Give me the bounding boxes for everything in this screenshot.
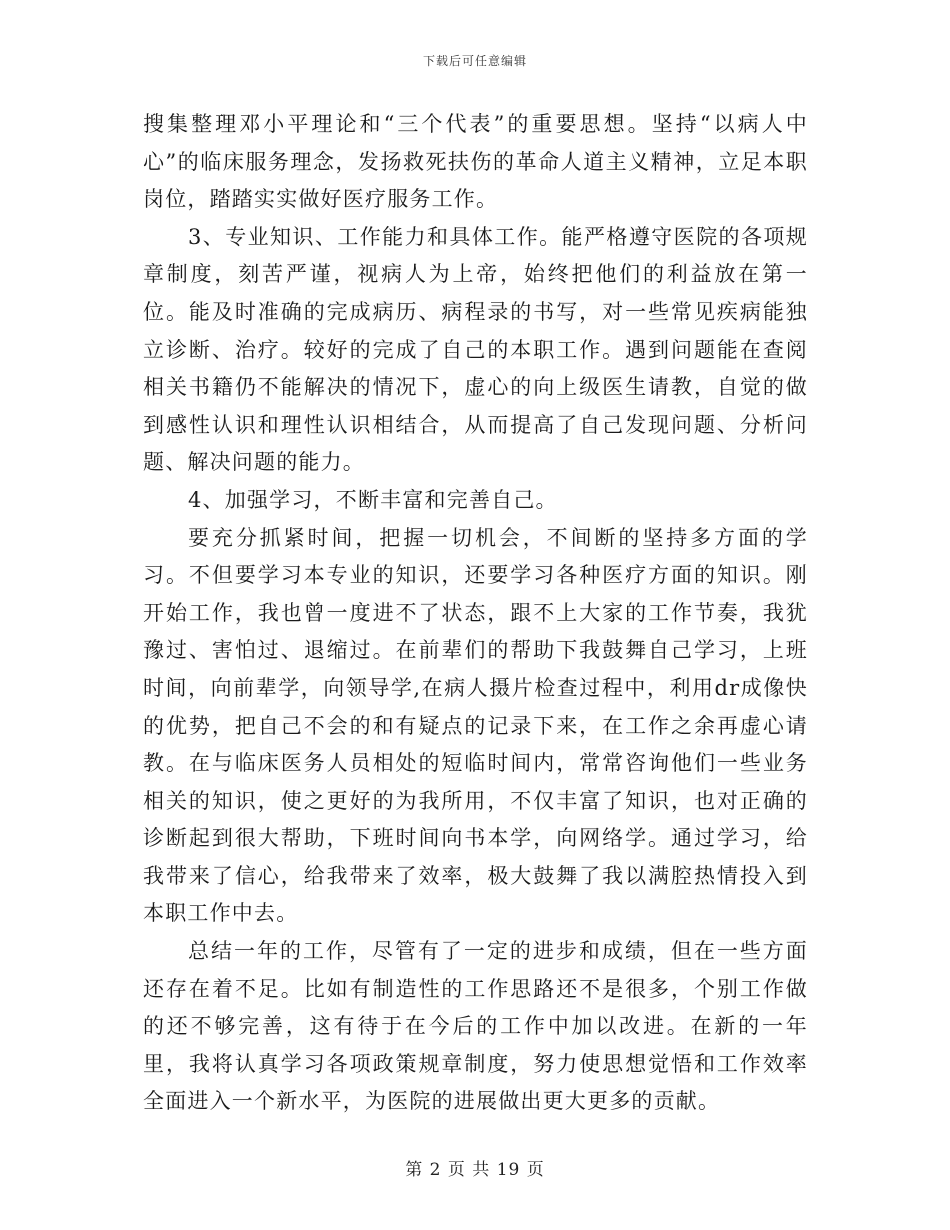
paragraph-section-4-heading: 4、加强学习，不断丰富和完善自己。 bbox=[188, 487, 558, 512]
page-number: 第 2 页 共 19 页 bbox=[405, 1160, 545, 1180]
document-body bbox=[143, 106, 808, 1121]
page-header: 下载后可任意编辑 bbox=[422, 54, 527, 68]
paragraph-section-3: 3、专业知识、工作能力和具体工作。能严格遵守医院的各项规章制度，刻苦严谨，视病人为上帝，始终把他们的利益放在第一位。能及时准确的完成病历、病程录的书写，对一些常见疾病能独立诊断、治疗。较好的完成了自己的本职工作。遇到问题能在查阅相关书籍仍不能解决的情况下，虚心的向上级医生请教，自觉的做到感性认识和理性认识相结合，从而提高了自己发现问题、分析问题、解决问题的能力。 bbox=[143, 224, 808, 475]
paragraph-learning: 要充分抓紧时间，把握一切机会，不间断的坚持多方面的学习。不但要学习本专业的知识，还要学习各种医疗方面的知识。刚开始工作，我也曾一度进不了状态，跟不上大家的工作节奏，我犹豫过、害怕过、退缩过。在前辈们的帮助下我鼓舞自己学习，上班时间，向前辈学，向领导学,在病人摄片检查过程中，利用dr成像快的优势，把自己不会的和有疑点的记录下来，在工作之余再虚心请教。在与临床医务人员相处的短临时间内，常常咨询他们一些业务相关的知识，使之更好的为我所用，不仅丰富了知识，也对正确的诊断起到很大帮助，下班时间向书本学，向网络学。通过学习，给我带来了信心，给我带来了效率，极大鼓舞了我以满腔热情投入到本职工作中去。 bbox=[143, 525, 808, 926]
paragraph-summary: 总结一年的工作，尽管有了一定的进步和成绩，但在一些方面还存在着不足。比如有制造性的工作思路还不是很多，个别工作做的还不够完善，这有待于在今后的工作中加以改进。在新的一年里，我将认真学习各项政策规章制度，努力使思想觉悟和工作效率全面进入一个新水平，为医院的进展做出更大更多的贡献。 bbox=[143, 939, 808, 1114]
paragraph-continuation: 搜集整理邓小平理论和“三个代表”的重要思想。坚持“以病人中心”的临床服务理念，发扬救死扶伤的革命人道主义精神，立足本职岗位，踏踏实实做好医疗服务工作。 bbox=[143, 112, 808, 212]
